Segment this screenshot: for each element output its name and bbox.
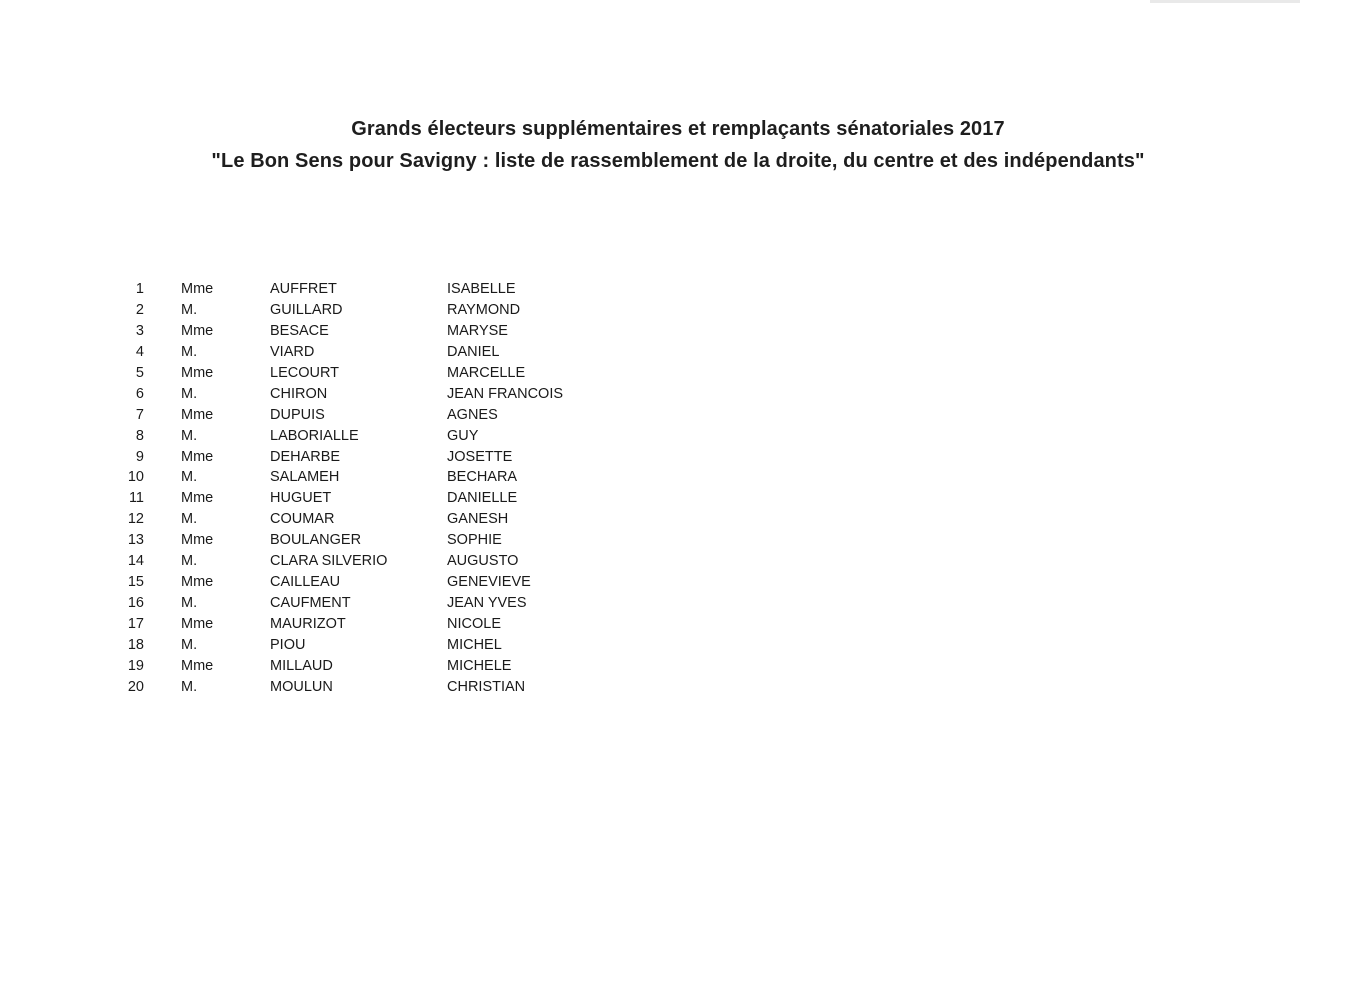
electors-list [0,279,700,698]
row-civility: M. [181,301,198,318]
row-number: 6 [135,385,144,402]
row-number: 20 [127,678,144,695]
row-civility: M. [181,343,198,360]
row-first-name: ISABELLE [447,281,516,297]
row-last-name: CLARA SILVERIO [270,553,388,570]
row-civility: M. [181,636,198,653]
row-last-name: CAUFMENT [270,595,351,612]
row-civility: Mme [181,406,214,423]
row-first-name: GANESH [447,511,509,528]
list-row [0,321,700,342]
row-number: 4 [135,343,144,360]
row-first-name: DANIELLE [447,490,518,507]
row-civility: Mme [181,616,214,632]
row-first-name: RAYMOND [447,301,521,318]
row-last-name: COUMAR [270,511,335,528]
row-number: 14 [127,553,144,570]
row-first-name: NICOLE [447,616,501,632]
row-number: 3 [135,322,144,339]
row-civility: M. [181,469,198,486]
row-civility: Mme [181,490,214,507]
row-last-name: PIOU [270,636,306,653]
list-row [0,572,700,593]
row-number: 19 [127,657,144,674]
row-civility: M. [181,511,198,528]
scan-artifact [1150,0,1300,3]
list-row [0,635,700,656]
row-first-name: GUY [447,427,479,444]
row-civility: M. [181,427,198,444]
row-civility: M. [181,385,198,402]
list-row [0,551,700,572]
row-number: 18 [127,636,144,653]
list-row [0,677,700,698]
row-last-name: SALAMEH [270,469,340,486]
row-first-name: JEAN YVES [447,595,527,612]
row-number: 15 [127,574,144,591]
row-first-name: JOSETTE [447,448,513,465]
list-row [0,530,700,551]
row-last-name: LECOURT [270,364,340,381]
row-number: 10 [127,469,144,486]
row-civility: Mme [181,322,214,339]
list-row [0,363,700,384]
row-first-name: AUGUSTO [447,553,519,570]
row-last-name: VIARD [270,343,315,360]
row-last-name: MOULUN [270,678,333,695]
row-first-name: GENEVIEVE [447,574,531,591]
row-civility: Mme [181,364,214,381]
list-row [0,300,700,321]
row-civility: Mme [181,281,214,297]
row-number: 13 [127,532,144,549]
row-civility: Mme [181,574,214,591]
row-last-name: GUILLARD [270,301,343,318]
row-number: 8 [135,427,144,444]
list-row [0,405,700,426]
row-number: 12 [127,511,144,528]
list-row [0,342,700,363]
list-row [0,509,700,530]
list-row [0,614,700,635]
document-title: Grands électeurs supplémentaires et remplaçants sénatoriales 2017 [351,118,1005,140]
row-first-name: JEAN FRANCOIS [447,385,564,402]
row-number: 1 [135,281,144,297]
row-last-name: LABORIALLE [270,427,359,444]
row-last-name: CAILLEAU [270,574,341,591]
row-first-name: AGNES [447,406,498,423]
list-row [0,447,700,468]
list-row [0,384,700,405]
row-civility: M. [181,678,198,695]
row-number: 16 [127,595,144,612]
row-last-name: CHIRON [270,385,328,402]
row-civility: M. [181,553,198,570]
list-row [0,593,700,614]
list-row [0,488,700,509]
row-number: 17 [127,616,144,632]
document-subtitle: "Le Bon Sens pour Savigny : liste de rassemblement de la droite, du centre et des indépendants" [211,150,1145,172]
row-number: 7 [135,406,144,423]
row-number: 5 [135,364,144,381]
row-last-name: DEHARBE [270,448,341,465]
row-first-name: MARYSE [447,322,508,339]
list-row [0,467,700,488]
row-first-name: MICHELE [447,657,512,674]
row-civility: Mme [181,532,214,549]
row-last-name: AUFFRET [270,281,337,297]
row-last-name: BOULANGER [270,532,362,549]
row-number: 11 [128,490,144,507]
row-number: 2 [135,301,144,318]
row-first-name: CHRISTIAN [447,678,526,695]
row-civility: M. [181,595,198,612]
row-first-name: BECHARA [447,469,518,486]
row-civility: Mme [181,448,214,465]
row-first-name: SOPHIE [447,532,502,549]
list-row [0,656,700,677]
row-first-name: DANIEL [447,343,500,360]
row-civility: Mme [181,657,214,674]
row-first-name: MICHEL [447,636,502,653]
row-first-name: MARCELLE [447,364,526,381]
row-last-name: HUGUET [270,490,332,507]
row-last-name: DUPUIS [270,406,325,423]
row-last-name: MILLAUD [270,657,333,674]
row-last-name: MAURIZOT [270,616,346,632]
row-number: 9 [135,448,144,465]
list-row [0,426,700,447]
row-last-name: BESACE [270,322,329,339]
list-row [0,279,700,300]
